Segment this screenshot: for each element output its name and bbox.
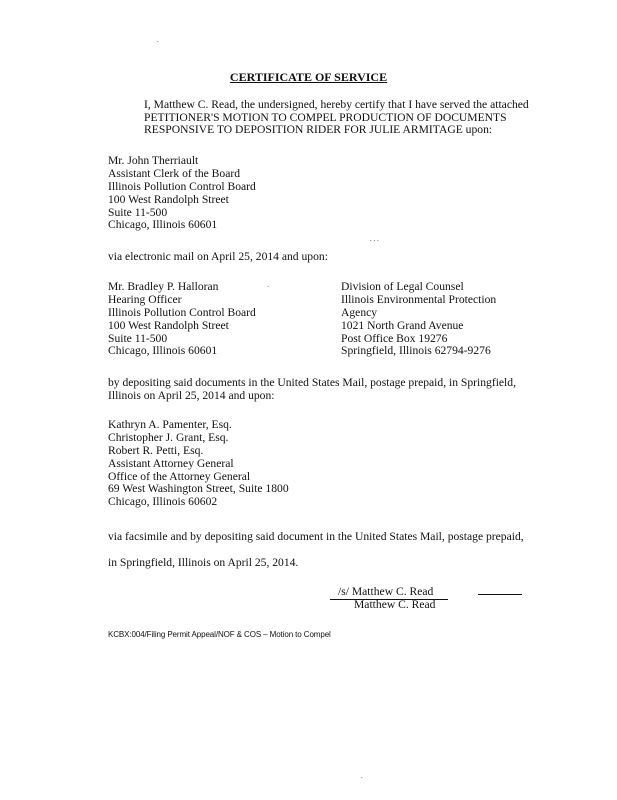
service-date-line: in Springfield, Illinois on April 25, 2014. <box>108 556 299 569</box>
address-line: Chicago, Illinois 60602 <box>108 495 218 509</box>
intro-text: I, Matthew C. Read, the undersigned, hereby certify that I have served the attached PETITIONER'S MOTION TO COMPEL PRODUCTION OF DOCUMENTS RESPONSIVE TO DEPOSITION RIDER FOR JULIE ARMITAGE upon: <box>144 98 529 136</box>
scan-speck: . <box>157 36 159 44</box>
signer-name: Matthew C. Read <box>354 598 436 611</box>
intro-paragraph <box>108 99 538 137</box>
service-method-mail: by depositing said documents in the United States Mail, postage prepaid, in Springfield, Illinois on April 25, 2014 and upon: <box>108 376 516 402</box>
address-line: 1021 North Grand Avenue <box>341 318 464 332</box>
address-line: Post Office Box 19276 <box>341 331 448 345</box>
scan-speck: . <box>361 772 363 780</box>
service-method-facsimile: via facsimile and by depositing said document in the United States Mail, postage prepaid, <box>108 530 524 543</box>
address-line: Mr. John Therriault <box>108 154 199 167</box>
document-footer: KCBX:004/Filing Permit Appeal/NOF & COS – Motion to Compel <box>108 630 331 639</box>
address-line: Christopher J. Grant, Esq. <box>108 430 229 444</box>
address-line: Illinois Environmental Protection <box>341 292 497 306</box>
service-method-electronic: via electronic mail on April 25, 2014 and upon: <box>108 250 328 263</box>
scan-speck: . . . <box>370 235 379 243</box>
address-line: Robert R. Petti, Esq. <box>108 443 204 457</box>
recipient-attorney-general-address <box>108 419 289 509</box>
address-line: 100 West Randolph Street <box>108 192 229 206</box>
address-line: Office of the Attorney General <box>108 469 251 483</box>
address-line: Mr. Bradley P. Halloran <box>108 280 219 293</box>
address-line: 100 West Randolph Street <box>108 318 229 332</box>
address-line: Agency <box>341 305 378 319</box>
address-line: 69 West Washington Street, Suite 1800 <box>108 482 289 496</box>
recipient-iepa-address <box>341 281 496 358</box>
address-line: Division of Legal Counsel <box>341 280 464 293</box>
address-line: Assistant Attorney General <box>108 456 234 470</box>
address-line: Chicago, Illinois 60601 <box>108 218 218 232</box>
electronic-signature: /s/ Matthew C. Read <box>330 586 448 600</box>
address-line: Assistant Clerk of the Board <box>108 166 241 180</box>
recipient-clerk-address <box>108 155 256 232</box>
recipient-hearing-officer-address <box>108 281 256 358</box>
scan-speck: ` <box>267 285 270 293</box>
address-line: Illinois Pollution Control Board <box>108 305 256 319</box>
address-line: Illinois Pollution Control Board <box>108 179 256 193</box>
address-line: Suite 11-500 <box>108 331 168 345</box>
address-line: Kathryn A. Pamenter, Esq. <box>108 418 232 431</box>
address-line: Hearing Officer <box>108 292 182 306</box>
page-title: CERTIFICATE OF SERVICE <box>229 70 388 84</box>
signature-underline <box>478 594 522 595</box>
address-line: Chicago, Illinois 60601 <box>108 344 218 358</box>
address-line: Suite 11-500 <box>108 205 168 219</box>
address-line: Springfield, Illinois 62794-9276 <box>341 344 491 358</box>
